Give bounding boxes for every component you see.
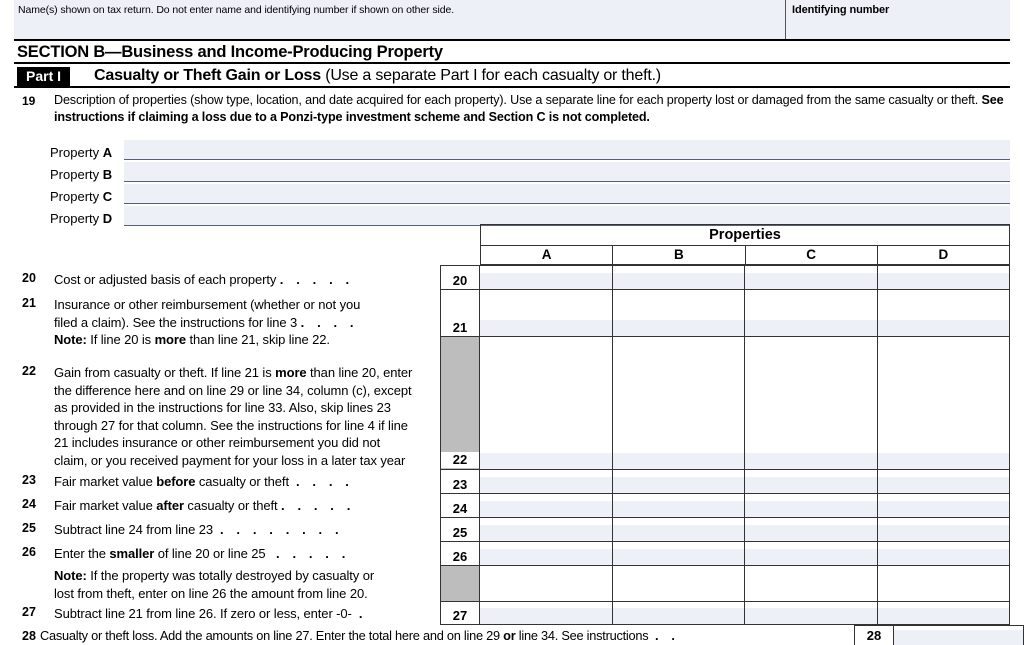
row-20-cells	[480, 265, 1010, 290]
property-b-label-text: Property	[50, 167, 103, 182]
cell-23-b[interactable]	[613, 470, 746, 493]
line-22-t1a: Gain from casualty or theft. If line 21 is	[54, 365, 276, 380]
line-22-line6: claim, or you received payment for your loss in a later tax year	[54, 452, 406, 468]
property-a-letter: A	[102, 145, 113, 160]
line-23-leader: . . . .	[296, 474, 354, 489]
line-23-ta: Fair market value	[54, 474, 157, 489]
line-24-text	[54, 497, 444, 515]
row-26-cells	[480, 542, 1010, 566]
property-a-input[interactable]	[124, 140, 1010, 160]
property-row-b	[14, 160, 1010, 182]
row-24-cells	[480, 494, 1010, 518]
line-22	[14, 364, 444, 469]
form-header	[14, 0, 1010, 41]
row-21-number: 21	[452, 320, 468, 335]
line-23-tb: before	[156, 474, 196, 489]
line-23-number: 23	[22, 473, 36, 487]
line-21-note-c: than line 21, skip line 22.	[185, 332, 330, 347]
cell-26n-b[interactable]	[613, 566, 746, 601]
line-19-number: 19	[22, 94, 36, 108]
line-24	[14, 497, 444, 515]
cell-20-b[interactable]	[613, 266, 746, 289]
line-28-tc: line 34. See instructions	[515, 628, 649, 643]
line-24-tb: after	[156, 498, 184, 513]
property-row-d	[14, 204, 1010, 226]
part-tag: Part I	[17, 67, 70, 86]
line-21-text-line1: Insurance or other reimbursement (whether or not you	[54, 297, 361, 312]
row-21-number-box	[440, 290, 480, 337]
property-d-label-text: Property	[50, 211, 103, 226]
table-row-27	[440, 602, 1010, 625]
line-20-leader: . . . . .	[279, 272, 354, 287]
property-c-label	[14, 189, 124, 204]
line-28-number: 28	[22, 628, 36, 643]
cell-26-c[interactable]	[745, 542, 878, 565]
cell-26n-d[interactable]	[878, 566, 1010, 601]
cell-21-a[interactable]	[480, 290, 613, 336]
cell-20-a[interactable]	[480, 266, 613, 289]
line-26-tb: smaller	[109, 546, 155, 561]
line-25-number: 25	[22, 521, 36, 535]
line-21-note-a: If line 20 is	[86, 332, 155, 347]
cell-22-b[interactable]	[613, 337, 746, 469]
property-b-input[interactable]	[124, 162, 1010, 182]
row-20-number-box	[440, 265, 480, 290]
cell-21-b[interactable]	[613, 290, 746, 336]
property-b-letter: B	[102, 167, 113, 182]
name-field-label: Name(s) shown on tax return. Do not enter name and identifying number if shown on other side.	[18, 4, 455, 16]
line-28	[14, 625, 1024, 645]
line-25-leader: . . . . . . . .	[220, 522, 344, 537]
row-22-number-box	[440, 337, 480, 470]
cell-26-a[interactable]	[480, 542, 613, 565]
line-26-tc: of line 20 or line 25	[154, 546, 266, 561]
line-27	[14, 605, 444, 623]
column-header-a: A	[481, 246, 613, 264]
line-22-t1b: more	[275, 365, 307, 380]
line-21	[14, 296, 444, 349]
row-26-number: 26	[452, 549, 468, 564]
line-28-tb: or	[503, 628, 516, 643]
line-26-number: 26	[22, 545, 36, 559]
properties-column-headers	[480, 246, 1010, 265]
part-title-regular: (Use a separate Part I for each casualty or theft.)	[320, 67, 661, 84]
line-26-leader: . . . . .	[276, 546, 350, 561]
cell-27-a[interactable]	[480, 602, 613, 624]
table-row-23	[440, 470, 1010, 494]
table-row-22	[440, 337, 1010, 470]
property-row-c	[14, 182, 1010, 204]
property-d-letter: D	[102, 211, 113, 226]
line-20-number: 20	[22, 271, 36, 285]
line-21-number: 21	[22, 296, 36, 310]
line-26	[14, 545, 444, 563]
line-27-leader: .	[358, 606, 368, 621]
column-header-c: C	[746, 246, 878, 264]
line-20-label: Cost or adjusted basis of each property	[54, 272, 277, 287]
cell-24-b[interactable]	[613, 494, 746, 517]
row-22-cells	[480, 337, 1010, 470]
line-24-tc: casualty or theft	[183, 498, 278, 513]
cell-20-d[interactable]	[878, 266, 1010, 289]
line-26-note-label: Note:	[54, 568, 87, 583]
line-22-line1	[54, 364, 444, 382]
cell-20-c[interactable]	[745, 266, 878, 289]
line-23-tc: casualty or theft	[195, 474, 289, 489]
line-21-note-b: more	[154, 332, 186, 347]
property-b-label	[14, 167, 124, 182]
cell-26n-c[interactable]	[745, 566, 878, 601]
cell-23-d[interactable]	[878, 470, 1010, 493]
row-27-number: 27	[452, 608, 468, 623]
line-21-label2: filed a claim). See the instructions for line 3	[54, 314, 298, 330]
row-20-number: 20	[452, 273, 468, 288]
line-22-line3: as provided in the instructions for line 33. Also, skip lines 23	[54, 400, 391, 415]
line-26-note-l1: If the property was totally destroyed by casualty or	[86, 568, 375, 583]
cell-26n-a[interactable]	[480, 566, 613, 601]
cell-26-b[interactable]	[613, 542, 746, 565]
line-26-note-line1	[54, 567, 444, 585]
name-field-block[interactable]	[14, 0, 786, 39]
cell-27-d[interactable]	[878, 602, 1010, 624]
cell-26-d[interactable]	[878, 542, 1010, 565]
line-27-number: 27	[22, 605, 36, 619]
line-22-line2: the difference here and on line 29 or line 34, column (c), except	[54, 382, 412, 398]
row-26-note-gray-block	[440, 566, 480, 602]
properties-group-header: Properties	[480, 224, 1010, 246]
line-25-label: Subtract line 24 from line 23	[54, 522, 213, 537]
property-c-input[interactable]	[124, 184, 1010, 204]
row-23-number: 23	[452, 477, 468, 492]
line-28-leader: . .	[655, 628, 680, 643]
cell-24-a[interactable]	[480, 494, 613, 517]
row-22-number: 22	[441, 452, 479, 468]
table-row-26-note-spacer	[440, 566, 1010, 602]
cell-27-b[interactable]	[613, 602, 746, 624]
line-26-note-text	[54, 567, 444, 602]
row-25-cells	[480, 518, 1010, 542]
line-21-note-label: Note:	[54, 332, 87, 347]
line-24-ta: Fair market value	[54, 498, 157, 513]
row-27-number-box	[440, 602, 480, 625]
row-24-number-box	[440, 494, 480, 518]
property-d-label	[14, 211, 124, 226]
cell-21-d[interactable]	[878, 290, 1010, 336]
cell-23-c[interactable]	[745, 470, 878, 493]
section-b-title: SECTION B—Business and Income-Producing Property	[14, 43, 1010, 64]
row-25-number-box	[440, 518, 480, 542]
row-25-number: 25	[452, 525, 468, 540]
line-19-text	[54, 92, 1024, 125]
table-row-25	[440, 518, 1010, 542]
part-title	[94, 67, 661, 85]
line-26-ta: Enter the	[54, 546, 110, 561]
line-22-text	[54, 364, 444, 469]
table-row-24	[440, 494, 1010, 518]
cell-24-d[interactable]	[878, 494, 1010, 517]
line-23-text	[54, 473, 444, 491]
row-26-number-box	[440, 542, 480, 566]
line-28-ta: Casualty or theft loss. Add the amounts on line 27. Enter the total here and on line 29	[40, 628, 504, 643]
line-24-leader: . . . . .	[281, 498, 355, 513]
line-28-number-box: 28	[854, 625, 894, 645]
property-c-label-text: Property	[50, 189, 103, 204]
property-row-a	[14, 138, 1010, 160]
column-header-d: D	[938, 247, 949, 262]
line-21-leader: . . . .	[300, 314, 359, 330]
row-26-note-cells	[480, 566, 1010, 602]
line-20-text	[54, 271, 444, 289]
identifying-number-block[interactable]	[786, 0, 1010, 39]
line-19-text-part1: Description of properties (show type, location, and date acquired for each property). Use a separate line for each property lost or damaged from the same casualty or theft.	[54, 93, 982, 107]
cell-25-c[interactable]	[745, 518, 878, 541]
row-24-number: 24	[452, 501, 468, 516]
line-22-line5: 21 includes insurance or other reimbursement you did not	[54, 435, 381, 450]
row-21-cells	[480, 290, 1010, 337]
line-25	[14, 521, 444, 539]
line-21-text	[54, 296, 444, 349]
line-19-text-bold: See instructions if claiming a loss due to a Ponzi-type investment scheme and Section C is not completed.	[54, 93, 1004, 124]
part-title-bold: Casualty or Theft Gain or Loss	[94, 67, 321, 84]
table-row-26	[440, 542, 1010, 566]
line-20	[14, 271, 444, 289]
cell-25-b[interactable]	[613, 518, 746, 541]
property-a-label	[14, 145, 124, 160]
line-21-note	[54, 331, 444, 349]
line-26-note-l2: lost from theft, enter on line 26 the amount from line 20.	[54, 585, 368, 601]
cell-23-a[interactable]	[480, 470, 613, 493]
cell-25-d[interactable]	[878, 518, 1010, 541]
property-c-letter: C	[102, 189, 113, 204]
part-one-bar	[14, 66, 1010, 88]
line-25-text	[54, 521, 444, 539]
line-27-label: Subtract line 21 from line 26. If zero or less, enter -0-	[54, 606, 352, 621]
row-23-number-box	[440, 470, 480, 494]
cell-24-c[interactable]	[745, 494, 878, 517]
cell-27-c[interactable]	[745, 602, 878, 624]
property-a-label-text: Property	[50, 145, 103, 160]
line-23	[14, 473, 444, 491]
cell-21-c[interactable]	[745, 290, 878, 336]
cell-22-a[interactable]	[480, 337, 613, 469]
identifying-number-label: Identifying number	[792, 4, 890, 16]
line-19	[14, 92, 1024, 125]
line-21-text-line2	[54, 314, 444, 332]
line-27-text	[54, 605, 444, 623]
line-28-text	[40, 628, 680, 643]
row-27-cells	[480, 602, 1010, 625]
line-22-line4: through 27 for that column. See the instructions for line 4 if line	[54, 417, 408, 433]
property-d-input[interactable]	[124, 206, 1010, 226]
cell-22-c[interactable]	[745, 337, 878, 469]
column-header-b: B	[613, 246, 745, 264]
cell-25-a[interactable]	[480, 518, 613, 541]
line-22-number: 22	[22, 364, 36, 378]
cell-22-d[interactable]	[878, 337, 1010, 469]
row-23-cells	[480, 470, 1010, 494]
table-row-20	[440, 265, 1010, 290]
table-row-21	[440, 290, 1010, 337]
line-26-text	[54, 545, 444, 563]
line-22-t1c: than line 20, enter	[306, 365, 413, 380]
line-28-value-cell[interactable]	[894, 625, 1024, 645]
line-26-note	[14, 567, 444, 602]
line-24-number: 24	[22, 497, 36, 511]
